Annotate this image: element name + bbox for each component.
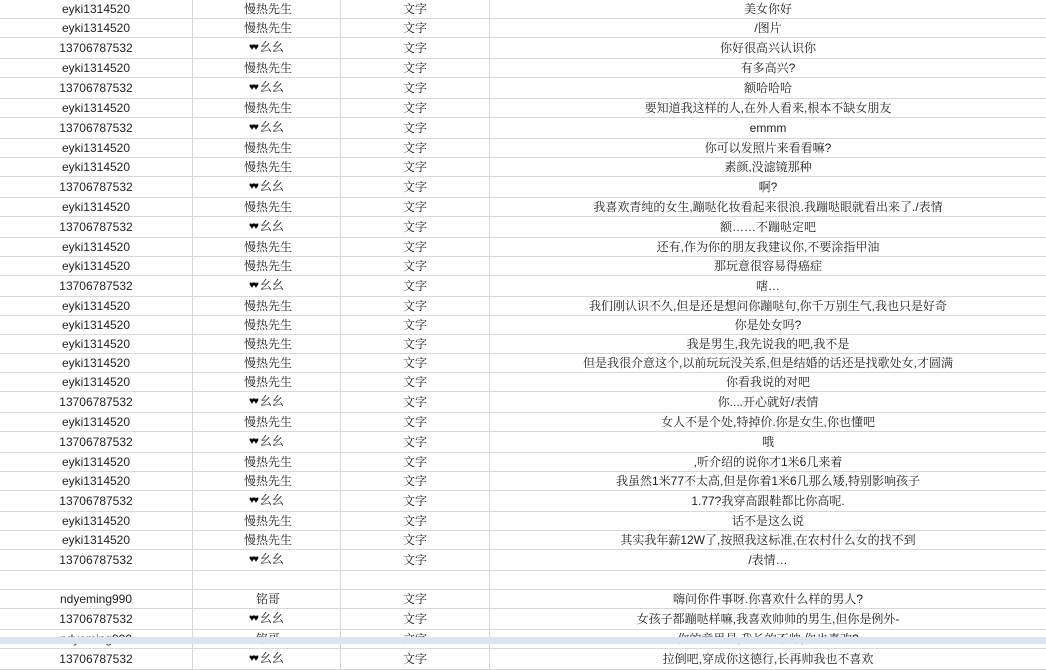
nickname-cell[interactable] xyxy=(193,99,341,118)
message-type-cell[interactable]: 文字 xyxy=(341,238,490,257)
nickname-text: 慢热先生 xyxy=(243,533,292,547)
message-type-cell[interactable]: 文字 xyxy=(341,354,490,373)
nickname-cell[interactable] xyxy=(193,571,341,590)
account-cell[interactable]: 13706787532 xyxy=(0,78,193,99)
nickname-cell[interactable] xyxy=(193,38,341,59)
account-cell[interactable]: eyki1314520 xyxy=(0,354,193,373)
table-row xyxy=(0,609,1046,630)
nickname-cell[interactable] xyxy=(193,491,341,512)
nickname-cell[interactable] xyxy=(193,238,341,257)
nickname-text: 慢热先生 xyxy=(243,61,292,75)
hearts-emoji-icon: ♥♥ xyxy=(249,554,257,565)
account-cell[interactable]: eyki1314520 xyxy=(0,531,193,550)
account-cell[interactable]: ndyeming990 xyxy=(0,590,193,609)
nickname-text: 慢热先生 xyxy=(243,160,292,174)
message-type-cell[interactable]: 文字 xyxy=(341,217,490,238)
message-type-cell[interactable]: 文字 xyxy=(341,118,490,139)
nickname-cell[interactable] xyxy=(193,276,341,297)
account-cell[interactable]: 13706787532 xyxy=(0,118,193,139)
table-row xyxy=(0,571,1046,590)
message-cell[interactable]: 我虽然1米77不太高,但是你着1米6几那么矮,特别影响孩子 xyxy=(490,472,1046,491)
nickname-text: 慢热先生 xyxy=(243,21,292,35)
table-row xyxy=(0,158,1046,177)
table-row xyxy=(0,512,1046,531)
message-cell[interactable]: emmm xyxy=(490,118,1046,139)
message-type-cell[interactable]: 文字 xyxy=(341,335,490,354)
message-type-cell[interactable]: 文字 xyxy=(341,257,490,276)
account-cell[interactable]: eyki1314520 xyxy=(0,472,193,491)
nickname-cell[interactable] xyxy=(193,118,341,139)
nickname-cell[interactable] xyxy=(193,413,341,432)
message-cell[interactable]: 你....开心就好/表情 xyxy=(490,392,1046,413)
nickname-text: 慢热先生 xyxy=(243,356,292,370)
nickname-text: 幺幺 xyxy=(259,394,284,408)
table-row xyxy=(0,118,1046,139)
nickname-text: 慢热先生 xyxy=(243,259,292,273)
message-cell[interactable]: 我喜欢青纯的女生,蹦哒化妆看起来很浪.我蹦哒眼就看出来了./表情 xyxy=(490,198,1046,217)
message-cell[interactable]: 素颜,没滤镜那种 xyxy=(490,158,1046,177)
nickname-text: 幺幺 xyxy=(259,552,284,566)
table-row xyxy=(0,335,1046,354)
nickname-cell[interactable] xyxy=(193,0,341,19)
nickname-cell[interactable] xyxy=(193,609,341,630)
table-row xyxy=(0,392,1046,413)
account-cell[interactable]: 13706787532 xyxy=(0,609,193,630)
hearts-emoji-icon: ♥♥ xyxy=(249,653,257,664)
nickname-text: 慢热先生 xyxy=(243,514,292,528)
message-type-cell[interactable]: 文字 xyxy=(341,373,490,392)
message-type-cell[interactable]: 文字 xyxy=(341,276,490,297)
message-type-cell[interactable]: 文字 xyxy=(341,590,490,609)
message-cell[interactable]: 1.77?我穿高跟鞋都比你高呢. xyxy=(490,491,1046,512)
nickname-cell[interactable] xyxy=(193,257,341,276)
nickname-cell[interactable] xyxy=(193,78,341,99)
message-cell[interactable]: 你看我说的对吧 xyxy=(490,373,1046,392)
account-cell[interactable]: eyki1314520 xyxy=(0,59,193,78)
nickname-text: 慢热先生 xyxy=(243,375,292,389)
nickname-text: 慢热先生 xyxy=(243,299,292,313)
message-cell[interactable]: 那玩意很容易得癌症 xyxy=(490,257,1046,276)
table-row xyxy=(0,491,1046,512)
message-type-cell[interactable]: 文字 xyxy=(341,158,490,177)
message-cell[interactable]: 但是我很介意这个,以前玩玩没关系,但是结婚的话还是找歌处女,才圆满 xyxy=(490,354,1046,373)
nickname-cell[interactable] xyxy=(193,432,341,453)
message-cell[interactable]: 其实我年薪12W了,按照我这标准,在农村什么女的找不到 xyxy=(490,531,1046,550)
nickname-cell[interactable] xyxy=(193,139,341,158)
message-type-cell[interactable]: 文字 xyxy=(341,531,490,550)
message-cell[interactable]: 美女你好 xyxy=(490,0,1046,19)
nickname-cell[interactable] xyxy=(193,198,341,217)
message-type-cell[interactable]: 文字 xyxy=(341,413,490,432)
message-cell[interactable]: 有多高兴? xyxy=(490,59,1046,78)
account-cell[interactable]: eyki1314520 xyxy=(0,0,193,19)
message-cell[interactable]: 话不是这么说 xyxy=(490,512,1046,531)
table-row xyxy=(0,99,1046,118)
message-type-cell[interactable]: 文字 xyxy=(341,512,490,531)
nickname-text: 幺幺 xyxy=(259,493,284,507)
hearts-emoji-icon: ♥♥ xyxy=(249,396,257,407)
nickname-cell[interactable] xyxy=(193,177,341,198)
account-cell[interactable]: eyki1314520 xyxy=(0,139,193,158)
table-row xyxy=(0,0,1046,19)
account-cell[interactable]: eyki1314520 xyxy=(0,158,193,177)
account-cell[interactable]: eyki1314520 xyxy=(0,512,193,531)
nickname-cell[interactable] xyxy=(193,373,341,392)
message-type-cell[interactable]: 文字 xyxy=(341,392,490,413)
message-cell[interactable]: 女人不是个处,特掉价.你是女生,你也懂吧 xyxy=(490,413,1046,432)
nickname-cell[interactable] xyxy=(193,453,341,472)
nickname-text: 幺幺 xyxy=(259,611,284,625)
account-cell[interactable]: eyki1314520 xyxy=(0,238,193,257)
hearts-emoji-icon: ♥♥ xyxy=(249,82,257,93)
message-type-cell[interactable]: 文字 xyxy=(341,453,490,472)
account-cell[interactable]: 13706787532 xyxy=(0,491,193,512)
nickname-text: 幺幺 xyxy=(259,80,284,94)
message-cell[interactable]: 你是处女吗? xyxy=(490,316,1046,335)
table-row xyxy=(0,276,1046,297)
account-cell[interactable]: eyki1314520 xyxy=(0,257,193,276)
hearts-emoji-icon: ♥♥ xyxy=(249,280,257,291)
message-type-cell[interactable]: 文字 xyxy=(341,38,490,59)
message-cell[interactable]: 哦 xyxy=(490,432,1046,453)
message-type-cell[interactable]: 文字 xyxy=(341,491,490,512)
table-row xyxy=(0,550,1046,571)
nickname-cell[interactable] xyxy=(193,316,341,335)
message-cell[interactable]: 还有,作为你的朋友我建议你,不要涂指甲油 xyxy=(490,238,1046,257)
message-cell[interactable]: 嗐… xyxy=(490,276,1046,297)
hearts-emoji-icon: ♥♥ xyxy=(249,613,257,624)
nickname-cell[interactable] xyxy=(193,550,341,571)
nickname-cell[interactable] xyxy=(193,335,341,354)
message-cell[interactable]: 我们刚认识不久,但是还是想问你蹦哒句,你千万别生气,我也只是好奇 xyxy=(490,297,1046,316)
message-cell[interactable]: 拉倒吧,穿成你这德行,长再帅我也不喜欢 xyxy=(490,649,1046,670)
hearts-emoji-icon: ♥♥ xyxy=(249,221,257,232)
message-cell[interactable]: 额哈哈哈 xyxy=(490,78,1046,99)
message-type-cell[interactable]: 文字 xyxy=(341,139,490,158)
table-row xyxy=(0,432,1046,453)
message-type-cell[interactable]: 文字 xyxy=(341,550,490,571)
table-row xyxy=(0,354,1046,373)
message-cell[interactable]: 嗨问你件事呀.你喜欢什么样的男人? xyxy=(490,590,1046,609)
nickname-cell[interactable] xyxy=(193,59,341,78)
table-row xyxy=(0,238,1046,257)
table-row xyxy=(0,649,1046,670)
message-type-cell[interactable]: 文字 xyxy=(341,297,490,316)
nickname-text: 幺幺 xyxy=(259,120,284,134)
nickname-text: 慢热先生 xyxy=(243,141,292,155)
nickname-text: 幺幺 xyxy=(259,219,284,233)
account-cell[interactable]: eyki1314520 xyxy=(0,19,193,38)
hearts-emoji-icon: ♥♥ xyxy=(249,122,257,133)
nickname-text: 慢热先生 xyxy=(243,200,292,214)
message-type-cell[interactable]: 文字 xyxy=(341,99,490,118)
message-type-cell[interactable]: 文字 xyxy=(341,59,490,78)
message-type-cell[interactable]: 文字 xyxy=(341,472,490,491)
table-row xyxy=(0,373,1046,392)
account-cell[interactable]: 13706787532 xyxy=(0,177,193,198)
hearts-emoji-icon: ♥♥ xyxy=(249,181,257,192)
nickname-text: 慢热先生 xyxy=(243,415,292,429)
nickname-text: 慢热先生 xyxy=(243,318,292,332)
account-cell[interactable]: 13706787532 xyxy=(0,38,193,59)
nickname-cell[interactable] xyxy=(193,19,341,38)
message-type-cell[interactable]: 文字 xyxy=(341,316,490,335)
message-cell[interactable]: 啊? xyxy=(490,177,1046,198)
hearts-emoji-icon: ♥♥ xyxy=(249,495,257,506)
message-type-cell[interactable]: 文字 xyxy=(341,609,490,630)
nickname-text: 慢热先生 xyxy=(243,2,292,16)
message-cell[interactable]: 你可以发照片来看看嘛? xyxy=(490,139,1046,158)
bottom-pane-strip xyxy=(0,637,1046,644)
message-cell[interactable]: 你好很高兴认识你 xyxy=(490,38,1046,59)
table-row xyxy=(0,198,1046,217)
account-cell[interactable]: eyki1314520 xyxy=(0,453,193,472)
hearts-emoji-icon: ♥♥ xyxy=(249,42,257,53)
table-row xyxy=(0,257,1046,276)
nickname-cell[interactable] xyxy=(193,512,341,531)
message-type-cell[interactable]: 文字 xyxy=(341,78,490,99)
message-cell[interactable]: 我是男生,我先说我的吧,我不是 xyxy=(490,335,1046,354)
nickname-text: 幺幺 xyxy=(259,40,284,54)
account-cell[interactable] xyxy=(0,571,193,590)
nickname-text: 铭哥 xyxy=(255,592,280,606)
message-cell[interactable]: 要知道我这样的人,在外人看来,根本不缺女朋友 xyxy=(490,99,1046,118)
hearts-emoji-icon: ♥♥ xyxy=(249,436,257,447)
account-cell[interactable]: eyki1314520 xyxy=(0,413,193,432)
message-cell[interactable]: ,听介绍的说你才1米6几来着 xyxy=(490,453,1046,472)
message-type-cell[interactable] xyxy=(341,571,490,590)
account-cell[interactable]: 13706787532 xyxy=(0,649,193,670)
account-cell[interactable]: eyki1314520 xyxy=(0,373,193,392)
message-cell[interactable] xyxy=(490,571,1046,590)
message-cell[interactable]: /图片 xyxy=(490,19,1046,38)
account-cell[interactable]: eyki1314520 xyxy=(0,99,193,118)
nickname-cell[interactable] xyxy=(193,158,341,177)
account-cell[interactable]: 13706787532 xyxy=(0,217,193,238)
nickname-cell[interactable] xyxy=(193,649,341,670)
nickname-text: 幺幺 xyxy=(259,651,284,665)
nickname-text: 慢热先生 xyxy=(243,337,292,351)
table-row xyxy=(0,531,1046,550)
message-type-cell[interactable]: 文字 xyxy=(341,432,490,453)
nickname-cell[interactable] xyxy=(193,297,341,316)
account-cell[interactable]: eyki1314520 xyxy=(0,297,193,316)
nickname-cell[interactable] xyxy=(193,354,341,373)
table-row xyxy=(0,217,1046,238)
table-row xyxy=(0,139,1046,158)
nickname-cell[interactable] xyxy=(193,217,341,238)
account-cell[interactable]: 13706787532 xyxy=(0,550,193,571)
account-cell[interactable]: 13706787532 xyxy=(0,432,193,453)
table-row xyxy=(0,472,1046,491)
nickname-text: 幺幺 xyxy=(259,179,284,193)
table-row xyxy=(0,38,1046,59)
message-type-cell[interactable]: 文字 xyxy=(341,177,490,198)
table-row xyxy=(0,297,1046,316)
account-cell[interactable]: 13706787532 xyxy=(0,392,193,413)
message-type-cell[interactable]: 文字 xyxy=(341,19,490,38)
message-type-cell[interactable]: 文字 xyxy=(341,0,490,19)
nickname-text: 慢热先生 xyxy=(243,240,292,254)
nickname-cell[interactable] xyxy=(193,531,341,550)
nickname-text: 慢热先生 xyxy=(243,474,292,488)
table-row xyxy=(0,78,1046,99)
account-cell[interactable]: 13706787532 xyxy=(0,276,193,297)
table-row xyxy=(0,19,1046,38)
message-cell[interactable]: 额……不蹦哒定吧 xyxy=(490,217,1046,238)
account-cell[interactable]: eyki1314520 xyxy=(0,316,193,335)
nickname-cell[interactable] xyxy=(193,590,341,609)
table-row xyxy=(0,413,1046,432)
message-cell[interactable]: /表情… xyxy=(490,550,1046,571)
nickname-cell[interactable] xyxy=(193,472,341,491)
table-row xyxy=(0,316,1046,335)
message-type-cell[interactable]: 文字 xyxy=(341,649,490,670)
nickname-cell[interactable] xyxy=(193,392,341,413)
table-row xyxy=(0,177,1046,198)
table-row xyxy=(0,453,1046,472)
table-row xyxy=(0,590,1046,609)
account-cell[interactable]: eyki1314520 xyxy=(0,198,193,217)
nickname-text: 幺幺 xyxy=(259,434,284,448)
nickname-text: 幺幺 xyxy=(259,278,284,292)
table-row xyxy=(0,59,1046,78)
message-cell[interactable]: 女孩子都蹦哒样嘛,我喜欢帅帅的男生,但你是例外- xyxy=(490,609,1046,630)
nickname-text: 慢热先生 xyxy=(243,455,292,469)
message-type-cell[interactable]: 文字 xyxy=(341,198,490,217)
account-cell[interactable]: eyki1314520 xyxy=(0,335,193,354)
nickname-text: 慢热先生 xyxy=(243,101,292,115)
